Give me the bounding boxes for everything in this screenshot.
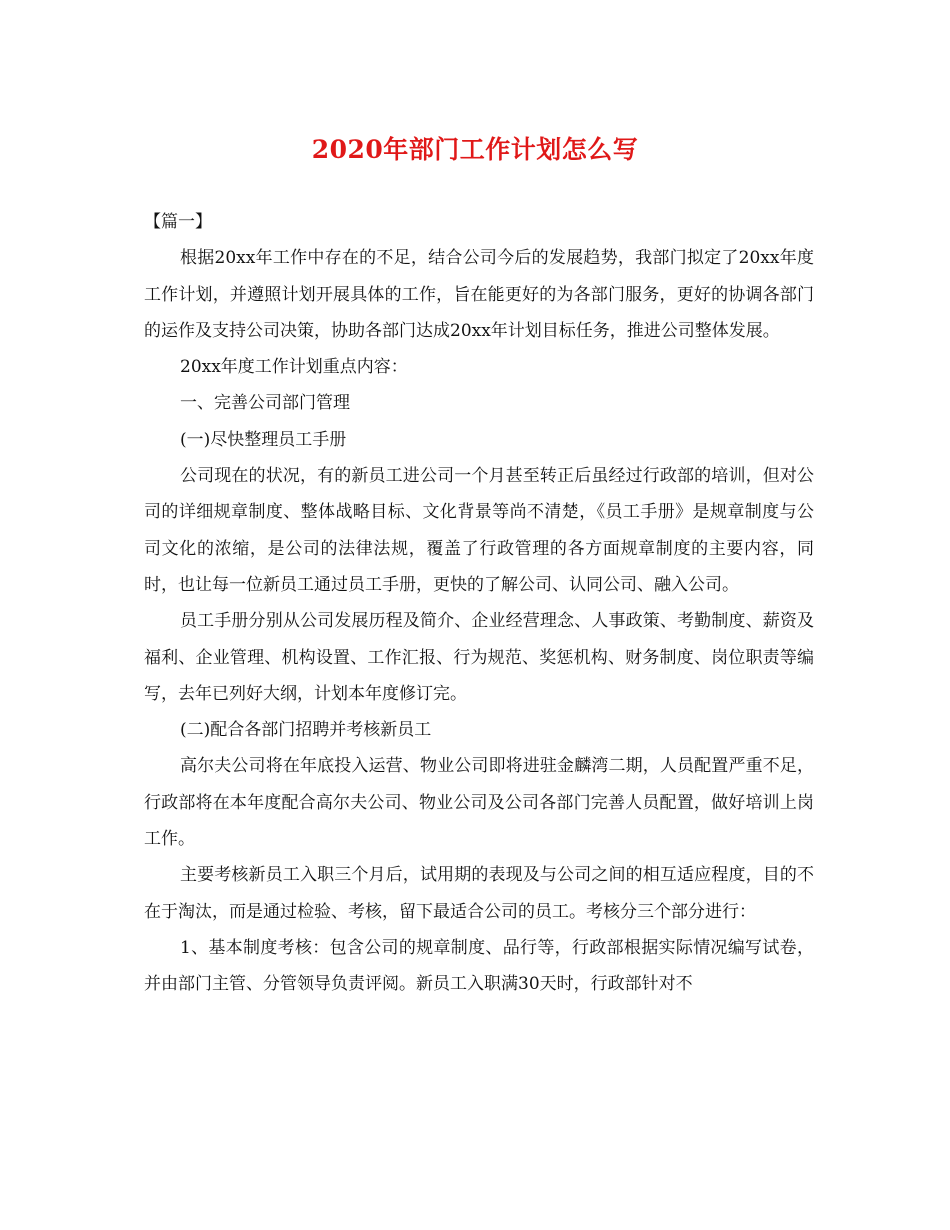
- document-title: 2020年部门工作计划怎么写: [311, 135, 639, 164]
- paragraph: 20xx年度工作计划重点内容：: [180, 357, 408, 378]
- paragraph: 一、完善公司部门管理: [180, 393, 350, 414]
- paragraph: 1、基本制度考核：包含公司的规章制度、品行等，行政部根据实际情况编写试卷，并由部门主管、分管领导负责评阅。新员工入职满30天时，行政部针对不: [144, 937, 814, 995]
- paragraph: (一)尽快整理员工手册: [180, 429, 347, 450]
- paragraph: 员工手册分别从公司发展历程及简介、企业经营理念、人事政策、考勤制度、薪资及福利、企业管理、机构设置、工作汇报、行为规范、奖惩机构、财务制度、岗位职责等编写，去年已列好大纲，计划本年度修订完。: [144, 611, 814, 704]
- section-heading: 【篇一】: [144, 212, 212, 232]
- paragraph: 高尔夫公司将在年底投入运营、物业公司即将进驻金麟湾二期，人员配置严重不足，行政部将在本年度配合高尔夫公司、物业公司及公司各部门完善人员配置，做好培训上岗工作。: [144, 756, 814, 850]
- paragraph: 主要考核新员工入职三个月后，试用期的表现及与公司之间的相互适应程度，目的不在于淘汰，而是通过检验、考核，留下最适合公司的员工。考核分三个部分进行：: [144, 865, 814, 922]
- paragraph: (二)配合各部门招聘并考核新员工: [180, 720, 432, 741]
- paragraph: 公司现在的状况，有的新员工进公司一个月甚至转正后虽经过行政部的培训，但对公司的详细规章制度、整体战略目标、文化背景等尚不清楚，《员工手册》是规章制度与公司文化的浓缩，是公司的法律法规，覆盖了行政管理的各方面规章制度的主要内容，同时，也让每一位新员工通过员工手册，更快的了解公司、认同公司、融入公司。: [144, 466, 814, 595]
- paragraph: 根据20xx年工作中存在的不足，结合公司今后的发展趋势，我部门拟定了20xx年度工作计划，并遵照计划开展具体的工作，旨在能更好的为各部门服务，更好的协调各部门的运作及支持公司决策，协助各部门达成20xx年计划目标任务，推进公司整体发展。: [144, 248, 814, 341]
- document-body: [144, 204, 814, 1003]
